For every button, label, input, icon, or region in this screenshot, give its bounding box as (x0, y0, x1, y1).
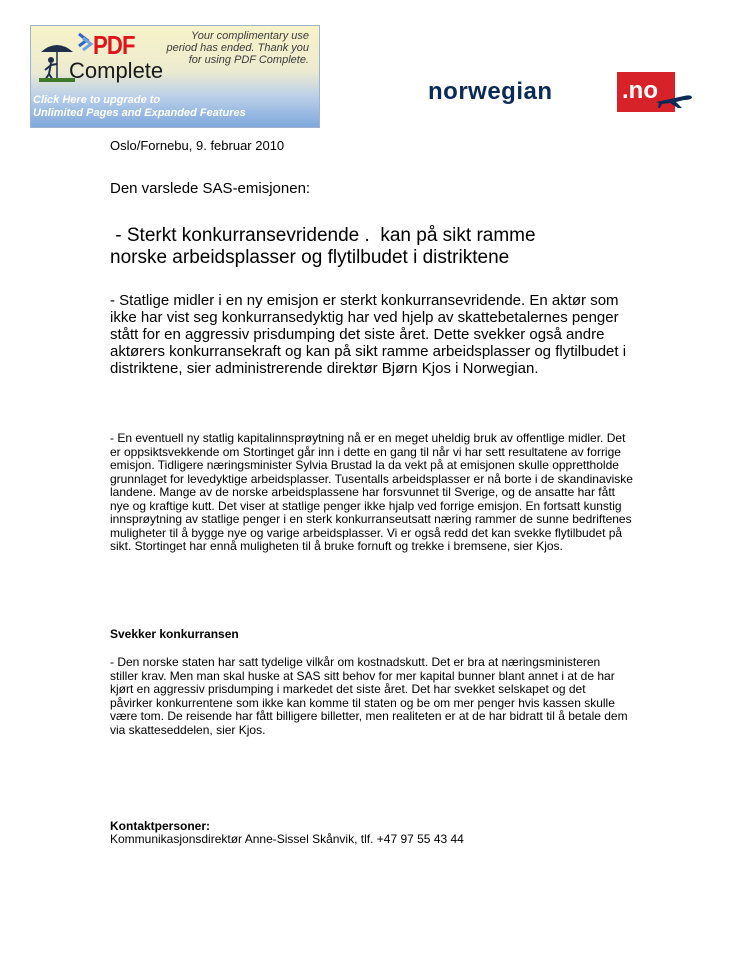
letter-headline (110, 225, 670, 269)
airplane-icon (654, 86, 694, 110)
letter-ingress: - Statlige midler i en ny emisjon er sterkt konkurransevridende. En aktør som ikke har vist seg konkurransedyktig har ved hjelp av skattebetalernes penger stått for en aggressiv prisdumping det siste året. Dette svekker også andre aktørers konkurransekraft og kan på sikt ramme arbeidsplasser og flytilbudet i distriktene, sier administrerende direktør Bjørn Kjos i Norwegian. (110, 292, 627, 377)
contact-line: Kommunikasjonsdirektør Anne-Sissel Skånvik, tlf. +47 97 55 43 44 (110, 832, 464, 846)
norwegian-logo (428, 72, 690, 112)
letter-body-paragraph-1: - En eventuell ny statlig kapitalinnsprøytning nå er en meget uheldig bruk av offentlige midler. Det er oppsiktsvekkende om Stortinget går inn i dette en gang til når vi har sett resultatene av forrige emisjon. Tidligere næringsminister Sylvia Brustad la da vekt på at emisjonen skulle opprettholde grunnlaget for levedyktige arbeidsplasser. Tusentalls arbeidsplasser er nå borte i de skandinaviske landene. Mange av de norske arbeidsplassene har forsvunnet til Sverige, og de ansatte har fått nye og kraftige kutt. Det viser at statlige penger ikke hjalp ved forrige emisjon. En fortsatt kunstig innsprøytning av statlige penger i en sterk konkurranseutsatt næring rammer de sunne bedriftenes muligheter til å bygge nye og varige arbeidsplasser. Vi er også redd det kan svekke flytilbudet på sikt. Stortinget har ennå muligheten til å bruke fornuft og trekke i bremsene, sier Kjos. (110, 431, 633, 553)
contact-title: Kontaktpersoner: (110, 819, 211, 833)
trial-notice: Your complimentary use period has ended. Thank you for using PDF Complete. (166, 30, 309, 66)
headline-line-1: - Sterkt konkurransevridende . kan på sikt ramme (110, 225, 536, 246)
pdf-brand-text: PDF (93, 30, 135, 60)
upgrade-line-1[interactable]: Click Here to upgrade to (33, 94, 161, 106)
letter-body-paragraph-2: - Den norske staten har satt tydelige vilkår om kostnadskutt. Det er bra at næringsministeren stiller krav. Men man skal huske at SAS sitt behov for mer kapital bunner blant annet i at de har kjørt en aggressiv prisdumping i markedet det siste året. Det har svekket selskapet og det påvirker konkurrentene som ikke kan komme til staten og be om mer penger hvis kassen skulle være tom. De reisende har fått billigere billetter, men realiteten er at de har bidratt til å betale dem via skatteseddelen, sier Kjos. (110, 655, 628, 737)
letter-date: Oslo/Fornebu, 9. februar 2010 (110, 138, 285, 153)
pdf-complete-upgrade-banner[interactable] (30, 25, 320, 128)
letter-subheading: Svekker konkurransen (110, 627, 239, 641)
complete-brand-text: Complete (69, 58, 164, 83)
headline-line-2: norske arbeidsplasser og flytilbudet i distriktene (110, 247, 510, 268)
upgrade-link[interactable] (33, 94, 246, 120)
logo-wordmark: norwegian (428, 78, 553, 105)
logo-dotno: .no (622, 77, 658, 104)
upgrade-line-2[interactable]: Unlimited Pages and Expanded Features (33, 107, 246, 119)
letter-lead: Den varslede SAS-emisjonen: (110, 180, 311, 197)
